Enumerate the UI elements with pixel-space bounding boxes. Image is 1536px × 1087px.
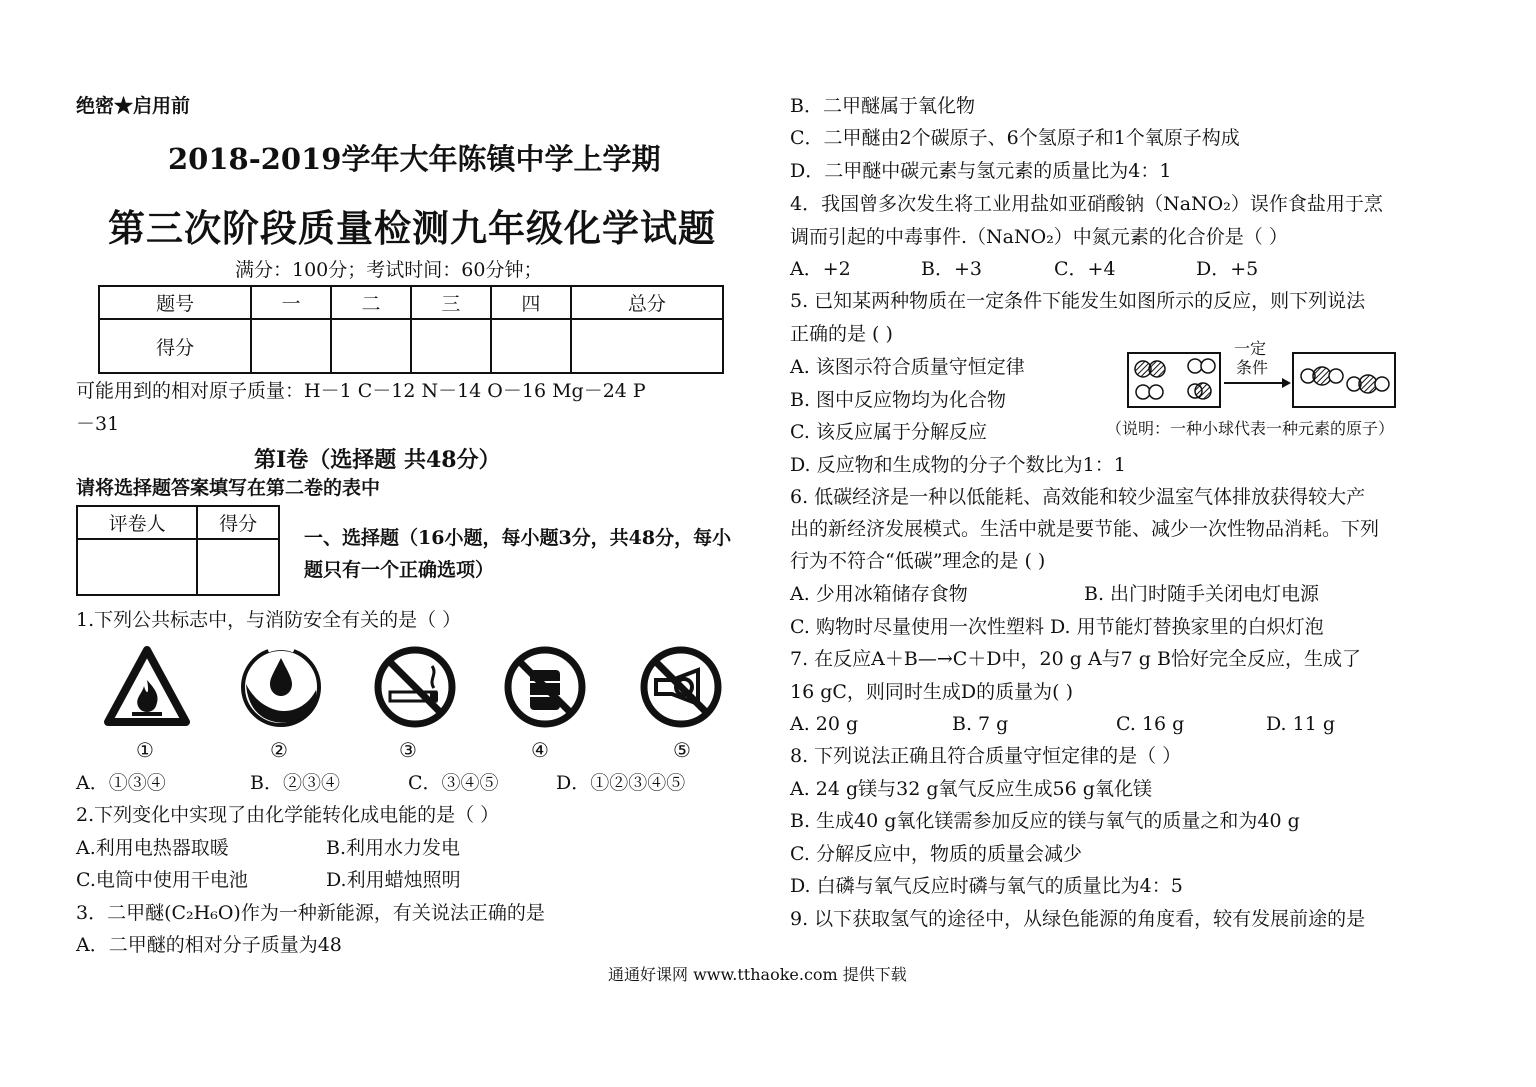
score-row-label: 得分 <box>99 319 251 373</box>
grader-header: 评卷人 <box>77 506 197 539</box>
score-cell[interactable] <box>571 319 723 373</box>
water-saving-sign-icon <box>238 644 324 730</box>
atomic-mass-line2: －31 <box>76 413 120 435</box>
question-9: 9. 以下获取氢气的途径中，从绿色能源的角度看，较有发展前途的是 <box>790 908 1366 930</box>
question-6-line1: 6. 低碳经济是一种以低能耗、高效能和较少温室气体排放获得较大产 <box>790 486 1366 508</box>
sign-label: ② <box>270 738 288 762</box>
section1-note: 请将选择题答案填写在第二卷的表中 <box>76 477 381 499</box>
q4-option-c: C．+4 <box>1054 258 1116 280</box>
q7-option-a: A. 20 g <box>790 713 859 735</box>
section1-heading-line1: 一、选择题（16小题，每小题3分，共48分，每小 <box>304 527 732 549</box>
score-header: 题号 <box>99 286 251 319</box>
fire-hazard-sign-icon <box>104 644 190 730</box>
q5-option-c: C. 该反应属于分解反应 <box>790 421 987 443</box>
q5-option-d: D. 反应物和生成物的分子个数比为1：1 <box>790 454 1126 476</box>
question-4-line1: 4．我国曾多次发生将工业用盐如亚硝酸钠（NaNO₂）误作食盐用于烹 <box>790 193 1383 215</box>
q1-option-d: D．①②③④⑤ <box>556 772 686 794</box>
q6-option-a: A. 少用冰箱储存食物 <box>790 583 968 605</box>
products-box <box>1292 352 1396 408</box>
reaction-caption: （说明：一种小球代表一种元素的原子） <box>1106 419 1395 438</box>
exam-title-line1: 2018-2019学年大年陈镇中学上学期 <box>168 142 661 176</box>
no-smoking-sign-icon <box>372 644 458 730</box>
sign-label: ④ <box>531 738 549 762</box>
q3-option-a: A．二甲醚的相对分子质量为48 <box>76 934 342 956</box>
score-table <box>98 285 724 374</box>
grader-cell[interactable] <box>197 539 279 595</box>
score-header: 三 <box>411 286 491 319</box>
q1-option-a: A．①③④ <box>76 772 166 794</box>
secret-label: 绝密★启用前 <box>76 95 191 117</box>
q7-option-d: D. 11 g <box>1266 713 1336 735</box>
sign-label: ⑤ <box>673 738 691 762</box>
q1-option-b: B．②③④ <box>250 772 340 794</box>
reaction-condition-bottom: 条件 <box>1236 358 1269 377</box>
question-7-line2: 16 gC，则同时生成D的质量为( ) <box>790 681 1074 703</box>
q5-option-b: B. 图中反应物均为化合物 <box>790 389 1007 411</box>
q4-option-b: B．+3 <box>921 258 982 280</box>
q7-option-b: B. 7 g <box>952 713 1009 735</box>
q2-option-c: C.电筒中使用干电池 <box>76 869 248 891</box>
q8-option-c: C. 分解反应中，物质的质量会减少 <box>790 843 1082 865</box>
atomic-mass-line1: 可能用到的相对原子质量：H－1 C－12 N－14 O－16 Mg－24 P <box>76 380 646 402</box>
question-4-line2: 调而引起的中毒事件.（NaNO₂）中氮元素的化合价是（ ） <box>790 226 1288 248</box>
q8-option-b: B. 生成40 g氧化镁需参加反应的镁与氧气的质量之和为40 g <box>790 810 1300 832</box>
score-header: 一 <box>251 286 331 319</box>
q3-option-c: C．二甲醚由2个碳原子、6个氢原子和1个氧原子构成 <box>790 127 1240 149</box>
question-6-line3: 行为不符合“低碳”理念的是 ( ) <box>790 550 1046 572</box>
question-7-line1: 7. 在反应A＋B—→C＋D中，20 g A与7 g B恰好完全反应，生成了 <box>790 648 1361 670</box>
q7-option-c: C. 16 g <box>1116 713 1185 735</box>
q2-option-b: B.利用水力发电 <box>326 837 461 859</box>
footer-credit: 通通好课网 www.tthaoke.com 提供下载 <box>608 965 907 984</box>
score-header: 四 <box>491 286 571 319</box>
reactants-box <box>1127 352 1221 408</box>
section1-title: 第Ⅰ卷（选择题 共48分） <box>254 447 501 473</box>
q4-option-a: A．+2 <box>790 258 851 280</box>
reaction-condition-top: 一定 <box>1234 339 1267 358</box>
q3-option-b: B．二甲醚属于氧化物 <box>790 95 975 117</box>
score-cell[interactable] <box>411 319 491 373</box>
q5-option-a: A. 该图示符合质量守恒定律 <box>790 356 1025 378</box>
no-honking-sign-icon <box>638 644 724 730</box>
question-5-line1: 5. 已知某两种物质在一定条件下能发生如图所示的反应，则下列说法 <box>790 290 1366 312</box>
grader-table <box>76 505 280 596</box>
question-6-line2: 出的新经济发展模式。生活中就是要节能、减少一次性物品消耗。下列 <box>790 518 1380 540</box>
score-cell[interactable] <box>491 319 571 373</box>
q8-option-d: D. 白磷与氧气反应时磷与氧气的质量比为4：5 <box>790 875 1183 897</box>
score-header: 二 <box>331 286 411 319</box>
q4-option-d: D．+5 <box>1196 258 1259 280</box>
exam-title-line2: 第三次阶段质量检测九年级化学试题 <box>108 206 716 250</box>
q6-option-b: B. 出门时随手关闭电灯电源 <box>1084 583 1320 605</box>
question-8: 8. 下列说法正确且符合质量守恒定律的是（ ） <box>790 745 1182 767</box>
section1-heading-line2: 题只有一个正确选项） <box>304 559 495 581</box>
q1-option-c: C．③④⑤ <box>408 772 499 794</box>
no-fuel-storage-sign-icon <box>502 644 588 730</box>
q2-option-a: A.利用电热器取暖 <box>76 837 229 859</box>
q8-option-a: A. 24 g镁与32 g氧气反应生成56 g氧化镁 <box>790 778 1152 800</box>
question-1: 1.下列公共标志中，与消防安全有关的是（ ） <box>76 609 462 631</box>
score-cell[interactable] <box>331 319 411 373</box>
q3-option-d: D．二甲醚中碳元素与氢元素的质量比为4：1 <box>790 160 1172 182</box>
sign-label: ① <box>136 738 154 762</box>
question-5-line2: 正确的是 ( ) <box>790 323 893 345</box>
reaction-arrow-icon <box>1222 376 1292 390</box>
score-cell[interactable] <box>251 319 331 373</box>
question-3: 3．二甲醚(C₂H₆O)作为一种新能源，有关说法正确的是 <box>76 902 545 924</box>
q2-option-d: D.利用蜡烛照明 <box>326 869 461 891</box>
question-2: 2.下列变化中实现了由化学能转化成电能的是（ ） <box>76 804 500 826</box>
grader-cell[interactable] <box>77 539 197 595</box>
sign-label: ③ <box>399 738 417 762</box>
grader-header: 得分 <box>197 506 279 539</box>
score-header: 总分 <box>571 286 723 319</box>
q6-option-cd: C. 购物时尽量使用一次性塑料 D. 用节能灯替换家里的白炽灯泡 <box>790 616 1324 638</box>
exam-meta: 满分：100分；考试时间：60分钟； <box>235 259 543 281</box>
